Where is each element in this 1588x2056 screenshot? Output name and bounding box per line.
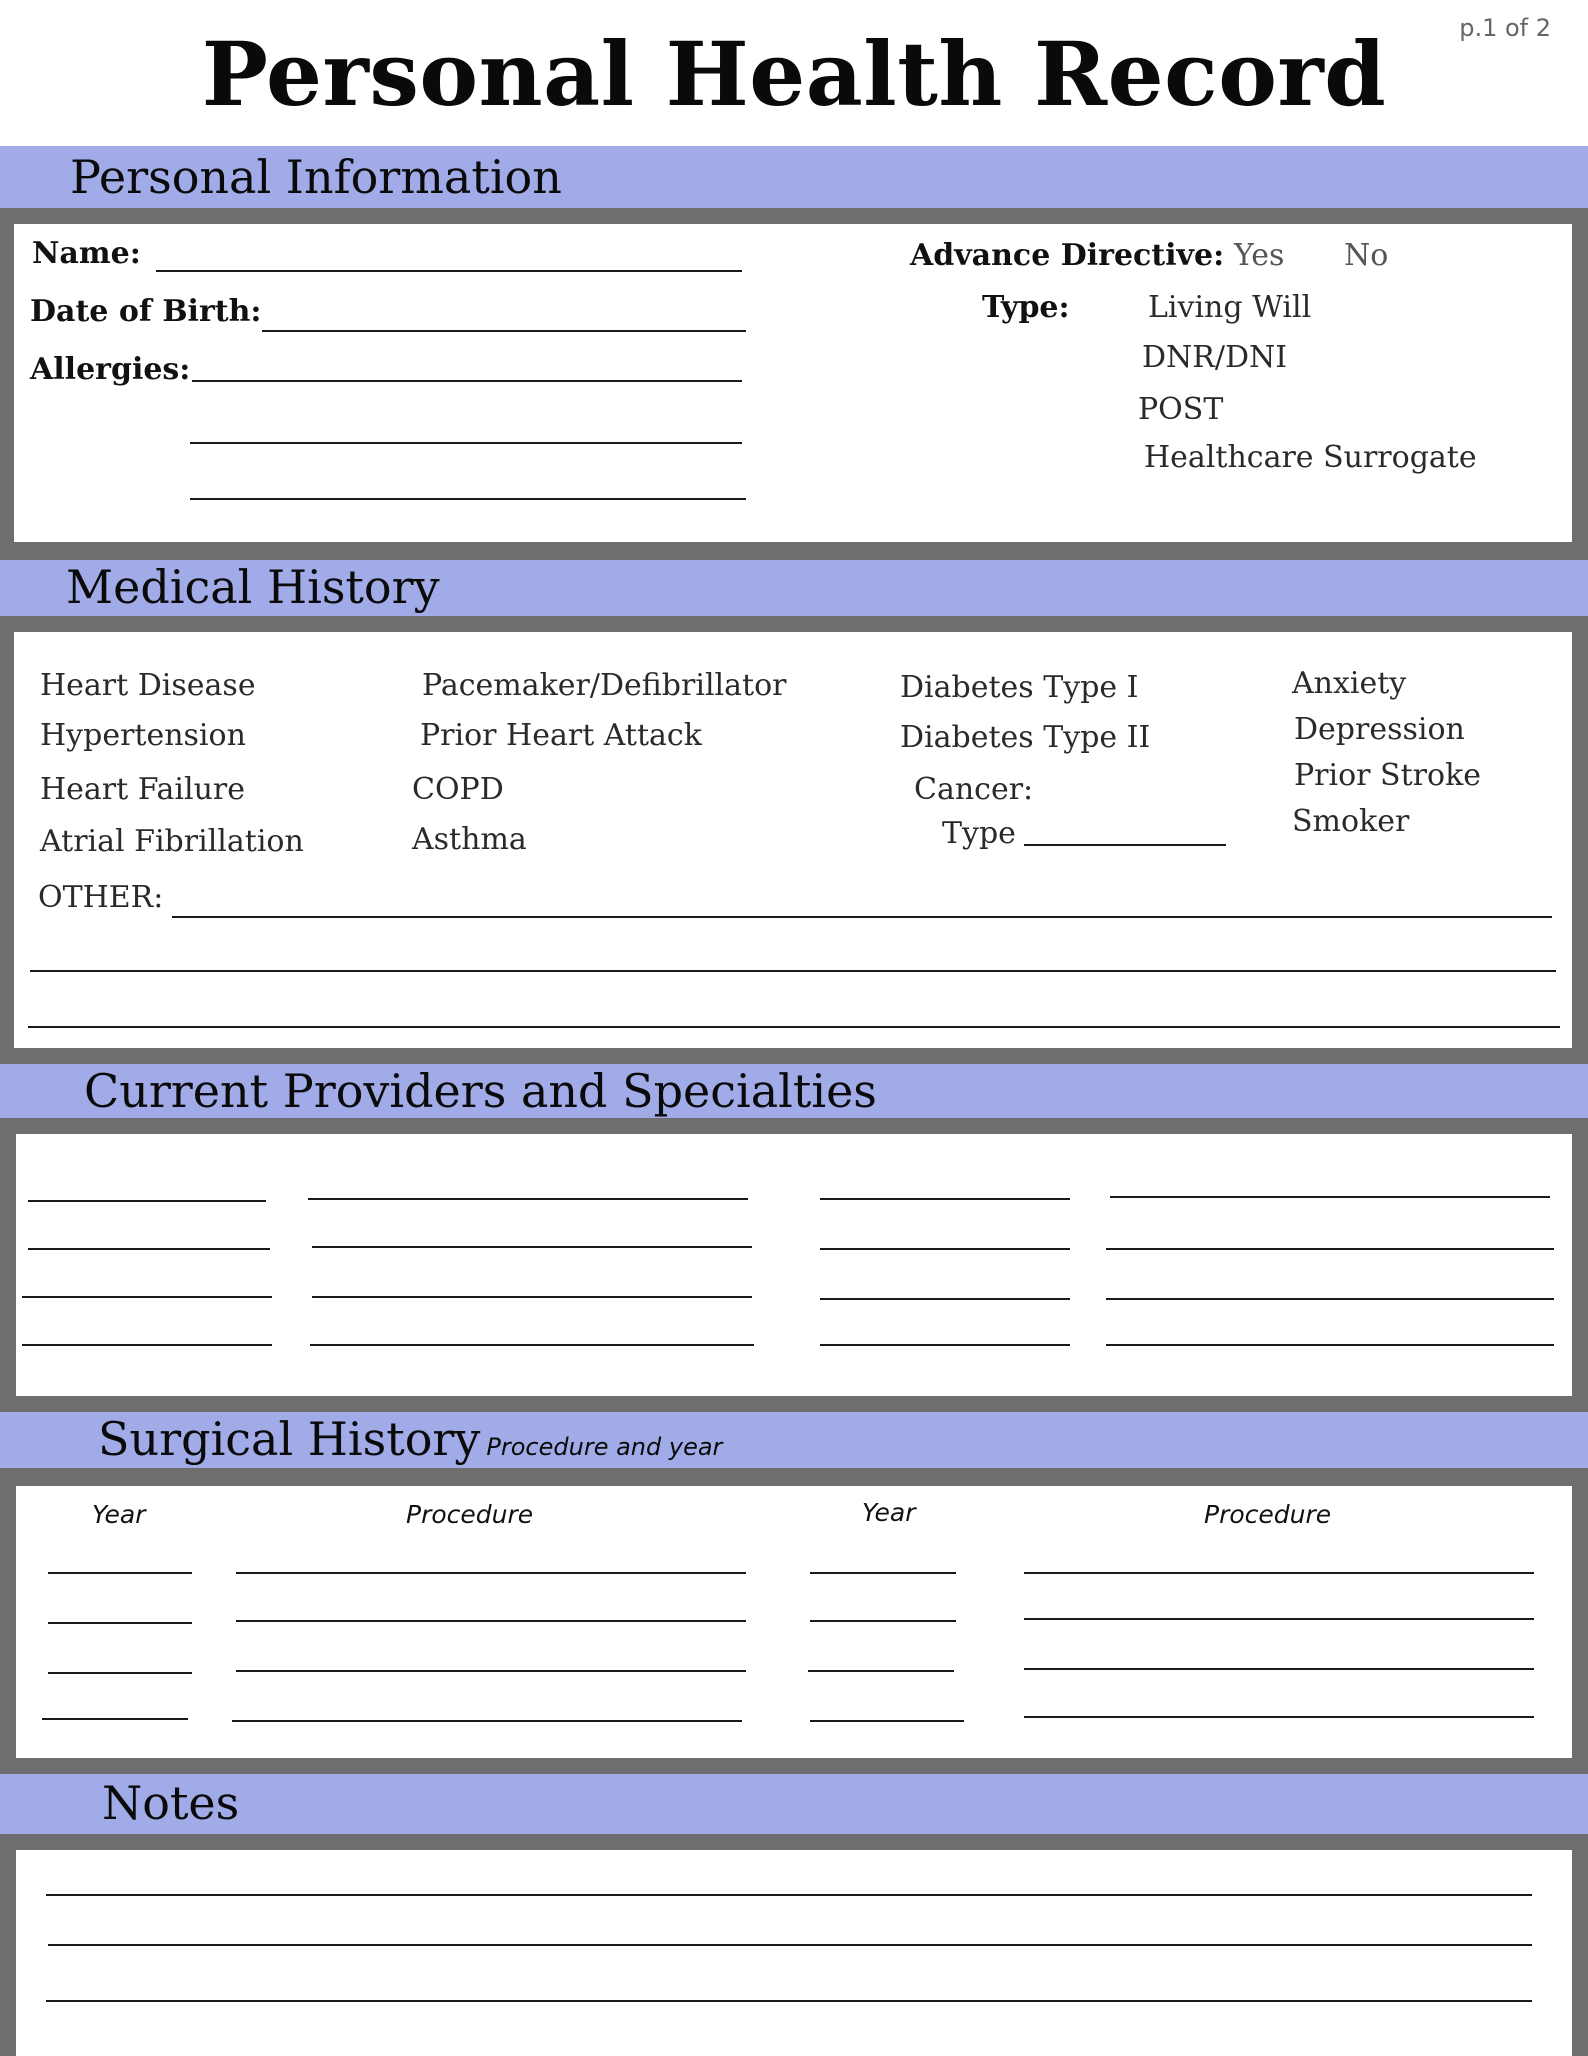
year-column-header-right: Year xyxy=(862,1498,916,1527)
provider-specialty-field-5[interactable] xyxy=(1110,1196,1550,1198)
medical-history-frame xyxy=(0,616,1588,1064)
condition-anxiety[interactable]: Anxiety xyxy=(1292,666,1407,701)
surgery-year-field-2[interactable] xyxy=(48,1622,192,1624)
surgical-history-frame xyxy=(0,1468,1588,1774)
surgery-procedure-field-6[interactable] xyxy=(1024,1618,1534,1620)
notes-panel xyxy=(16,1850,1572,2056)
condition-smoker[interactable]: Smoker xyxy=(1292,804,1410,839)
notes-line-1[interactable] xyxy=(46,1894,1532,1896)
condition-heart-failure[interactable]: Heart Failure xyxy=(40,772,246,807)
surgery-year-field-4[interactable] xyxy=(42,1718,188,1720)
provider-name-field-4[interactable] xyxy=(22,1344,272,1346)
year-column-header-left: Year xyxy=(92,1500,146,1529)
notes-line-3[interactable] xyxy=(46,2000,1532,2002)
surgery-procedure-field-5[interactable] xyxy=(1024,1572,1534,1574)
condition-diabetes-type-2[interactable]: Diabetes Type II xyxy=(900,720,1151,755)
personal-information-header xyxy=(0,146,1588,208)
notes-line-2[interactable] xyxy=(48,1944,1532,1946)
allergies-label: Allergies: xyxy=(30,352,191,387)
other-field-2[interactable] xyxy=(30,970,1556,972)
cancer-type-label: Type xyxy=(942,816,1016,851)
surgery-year-field-6[interactable] xyxy=(810,1620,956,1622)
cancer-type-field[interactable] xyxy=(1024,844,1226,846)
page-title: Personal Health Record xyxy=(201,22,1387,126)
directive-type-living-will[interactable]: Living Will xyxy=(1148,290,1312,325)
provider-name-field-6[interactable] xyxy=(820,1248,1070,1250)
surgery-procedure-field-2[interactable] xyxy=(236,1620,746,1622)
medical-history-header xyxy=(0,560,1588,616)
provider-name-field-5[interactable] xyxy=(820,1198,1070,1200)
personal-information-frame xyxy=(0,208,1588,560)
condition-copd[interactable]: COPD xyxy=(412,772,504,807)
surgery-procedure-field-8[interactable] xyxy=(1024,1716,1534,1718)
surgical-history-panel xyxy=(16,1486,1572,1758)
allergies-field-2[interactable] xyxy=(190,442,742,444)
provider-name-field-2[interactable] xyxy=(28,1248,270,1250)
notes-header xyxy=(0,1774,1588,1834)
condition-pacemaker-defibrillator[interactable]: Pacemaker/Defibrillator xyxy=(422,668,787,703)
advance-directive-no[interactable]: No xyxy=(1344,238,1389,273)
medical-history-title: Medical History xyxy=(66,560,440,614)
condition-cancer[interactable]: Cancer: xyxy=(914,772,1034,807)
provider-name-field-1[interactable] xyxy=(28,1200,266,1202)
provider-specialty-field-4[interactable] xyxy=(310,1344,754,1346)
other-field-1[interactable] xyxy=(172,916,1552,918)
advance-directive-yes[interactable]: Yes xyxy=(1234,238,1285,273)
surgery-procedure-field-7[interactable] xyxy=(1024,1668,1534,1670)
provider-specialty-field-2[interactable] xyxy=(312,1246,752,1248)
provider-name-field-7[interactable] xyxy=(820,1298,1070,1300)
providers-header xyxy=(0,1064,1588,1118)
providers-title: Current Providers and Specialties xyxy=(84,1064,877,1118)
notes-title: Notes xyxy=(102,1776,240,1830)
condition-diabetes-type-1[interactable]: Diabetes Type I xyxy=(900,670,1139,705)
condition-asthma[interactable]: Asthma xyxy=(412,822,527,857)
surgery-procedure-field-3[interactable] xyxy=(236,1670,746,1672)
surgery-year-field-8[interactable] xyxy=(810,1720,964,1722)
procedure-column-header-right: Procedure xyxy=(1204,1500,1332,1529)
surgery-year-field-7[interactable] xyxy=(808,1670,954,1672)
condition-prior-stroke[interactable]: Prior Stroke xyxy=(1294,758,1482,793)
provider-specialty-field-6[interactable] xyxy=(1106,1248,1554,1250)
surgical-history-title xyxy=(98,1412,722,1466)
surgical-history-header xyxy=(0,1412,1588,1468)
allergies-field-3[interactable] xyxy=(190,498,746,500)
allergies-field-1[interactable] xyxy=(192,380,742,382)
surgical-history-subheading: Procedure and year xyxy=(486,1433,723,1461)
provider-specialty-field-1[interactable] xyxy=(308,1198,748,1200)
surgery-year-field-3[interactable] xyxy=(48,1672,192,1674)
date-of-birth-field[interactable] xyxy=(262,330,746,332)
page-number: p.1 of 2 xyxy=(1459,14,1551,42)
surgery-year-field-1[interactable] xyxy=(48,1572,192,1574)
condition-heart-disease[interactable]: Heart Disease xyxy=(40,668,256,703)
surgery-year-field-5[interactable] xyxy=(810,1572,956,1574)
surgical-history-heading: Surgical History xyxy=(98,1412,481,1466)
medical-history-panel xyxy=(14,632,1572,1048)
condition-prior-heart-attack[interactable]: Prior Heart Attack xyxy=(420,718,702,753)
providers-panel xyxy=(16,1134,1572,1396)
personal-information-panel xyxy=(14,224,1572,542)
directive-type-healthcare-surrogate[interactable]: Healthcare Surrogate xyxy=(1144,440,1477,475)
condition-hypertension[interactable]: Hypertension xyxy=(40,718,246,753)
other-label: OTHER: xyxy=(38,880,164,915)
providers-frame xyxy=(0,1118,1588,1412)
directive-type-post[interactable]: POST xyxy=(1138,392,1224,427)
directive-type-dnr-dni[interactable]: DNR/DNI xyxy=(1142,340,1288,375)
directive-type-label: Type: xyxy=(982,290,1070,325)
provider-name-field-8[interactable] xyxy=(820,1344,1070,1346)
procedure-column-header-left: Procedure xyxy=(406,1500,534,1529)
condition-depression[interactable]: Depression xyxy=(1294,712,1465,747)
name-label: Name: xyxy=(32,236,141,271)
provider-name-field-3[interactable] xyxy=(22,1296,272,1298)
condition-atrial-fibrillation[interactable]: Atrial Fibrillation xyxy=(40,824,304,859)
surgery-procedure-field-1[interactable] xyxy=(236,1572,746,1574)
provider-specialty-field-3[interactable] xyxy=(312,1296,752,1298)
notes-frame xyxy=(0,1834,1588,2056)
advance-directive-label: Advance Directive: xyxy=(910,238,1225,273)
date-of-birth-label: Date of Birth: xyxy=(30,294,262,329)
provider-specialty-field-8[interactable] xyxy=(1106,1344,1554,1346)
surgery-procedure-field-4[interactable] xyxy=(232,1720,742,1722)
name-field[interactable] xyxy=(156,270,742,272)
personal-information-title: Personal Information xyxy=(70,150,562,204)
provider-specialty-field-7[interactable] xyxy=(1106,1298,1554,1300)
other-field-3[interactable] xyxy=(28,1026,1560,1028)
